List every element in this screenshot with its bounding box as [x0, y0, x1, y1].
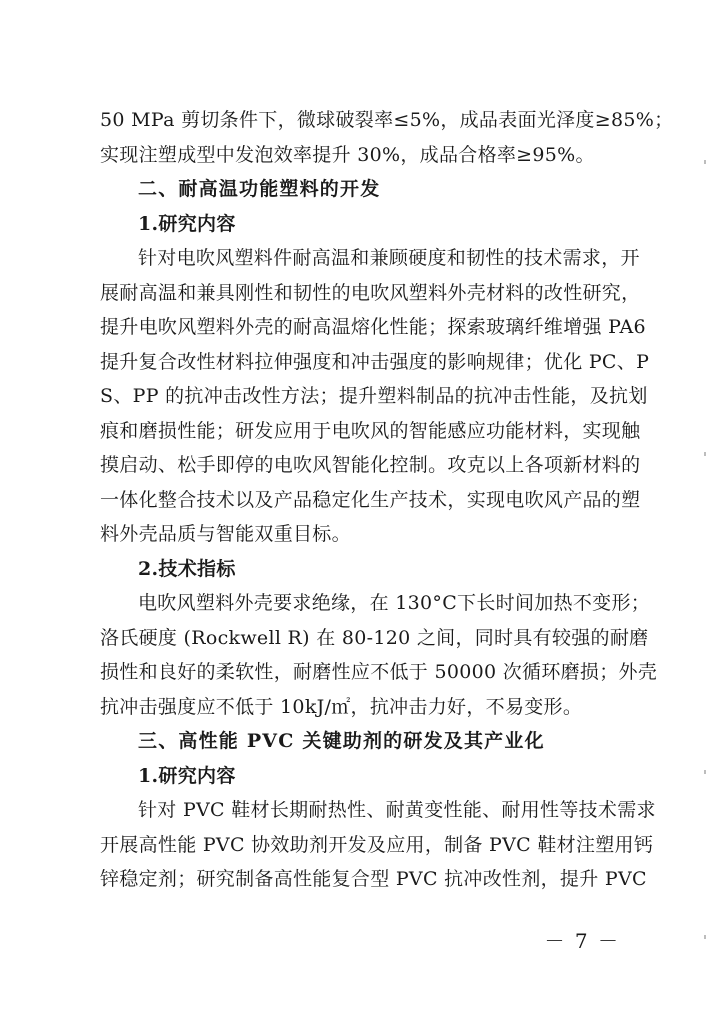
- text-line: 料外壳品质与智能双重目标。: [100, 523, 351, 545]
- text-line: 实现注塑成型中发泡效率提升 30%，成品合格率≥95%。: [100, 143, 595, 166]
- text-line: 痕和磨损性能；研发应用于电吹风的智能感应功能材料，实现触: [100, 419, 641, 442]
- text-line: 摸启动、松手即停的电吹风智能化控制。攻克以上各项新材料的: [100, 454, 641, 476]
- text-line: 提升复合改性材料拉伸强度和冲击强度的影响规律；优化 PC、P: [100, 350, 650, 373]
- scan-artifact: [704, 452, 706, 456]
- text-line: 电吹风塑料外壳要求绝缘，在 130°C下长时间加热不变形；: [138, 592, 651, 614]
- text-line: 锌稳定剂；研究制备高性能复合型 PVC 抗冲改性剂，提升 PVC: [100, 868, 647, 890]
- scan-artifact: [704, 770, 706, 774]
- body-text: [100, 103, 674, 897]
- text-line: 开展高性能 PVC 协效助剂开发及应用，制备 PVC 鞋材注塑用钙: [100, 833, 654, 856]
- text-line: 提升电吹风塑料外壳的耐高温熔化性能；探索玻璃纤维增强 PA6: [100, 316, 646, 338]
- text-line: 一体化整合技术以及产品稳定化生产技术，实现电吹风产品的塑: [100, 488, 641, 511]
- text-line: 针对 PVC 鞋材长期耐热性、耐黄变性能、耐用性等技术需求: [138, 799, 656, 821]
- text-line: 针对电吹风塑料件耐高温和兼顾硬度和韧性的技术需求，开: [138, 247, 640, 269]
- section-heading: 三、高性能 PVC 关键助剂的研发及其产业化: [138, 730, 545, 752]
- subsection-heading: 1.研究内容: [138, 212, 236, 235]
- text-line: 展耐高温和兼具刚性和韧性的电吹风塑料外壳材料的改性研究，: [100, 281, 641, 304]
- subsection-heading: 1.研究内容: [138, 764, 236, 787]
- scan-artifact: [704, 160, 706, 164]
- scan-artifact: [704, 935, 706, 939]
- text-line: 抗冲击强度应不低于 10kJ/㎡，抗冲击力好，不易变形。: [100, 695, 583, 718]
- text-line: 洛氏硬度 (Rockwell R) 在 80-120 之间，同时具有较强的耐磨: [100, 626, 649, 649]
- section-heading: 二、耐高温功能塑料的开发: [138, 178, 381, 200]
- text-line: 损性和良好的柔软性，耐磨性应不低于 50000 次循环磨损；外壳: [100, 661, 658, 683]
- page-number: － 7 －: [544, 929, 620, 953]
- subsection-heading: 2.技术指标: [138, 557, 236, 580]
- text-line: S、PP 的抗冲击改性方法；提升塑料制品的抗冲击性能，及抗划: [100, 385, 648, 407]
- text-line: 50 MPa 剪切条件下，微球破裂率≤5%，成品表面光泽度≥85%；: [100, 109, 674, 131]
